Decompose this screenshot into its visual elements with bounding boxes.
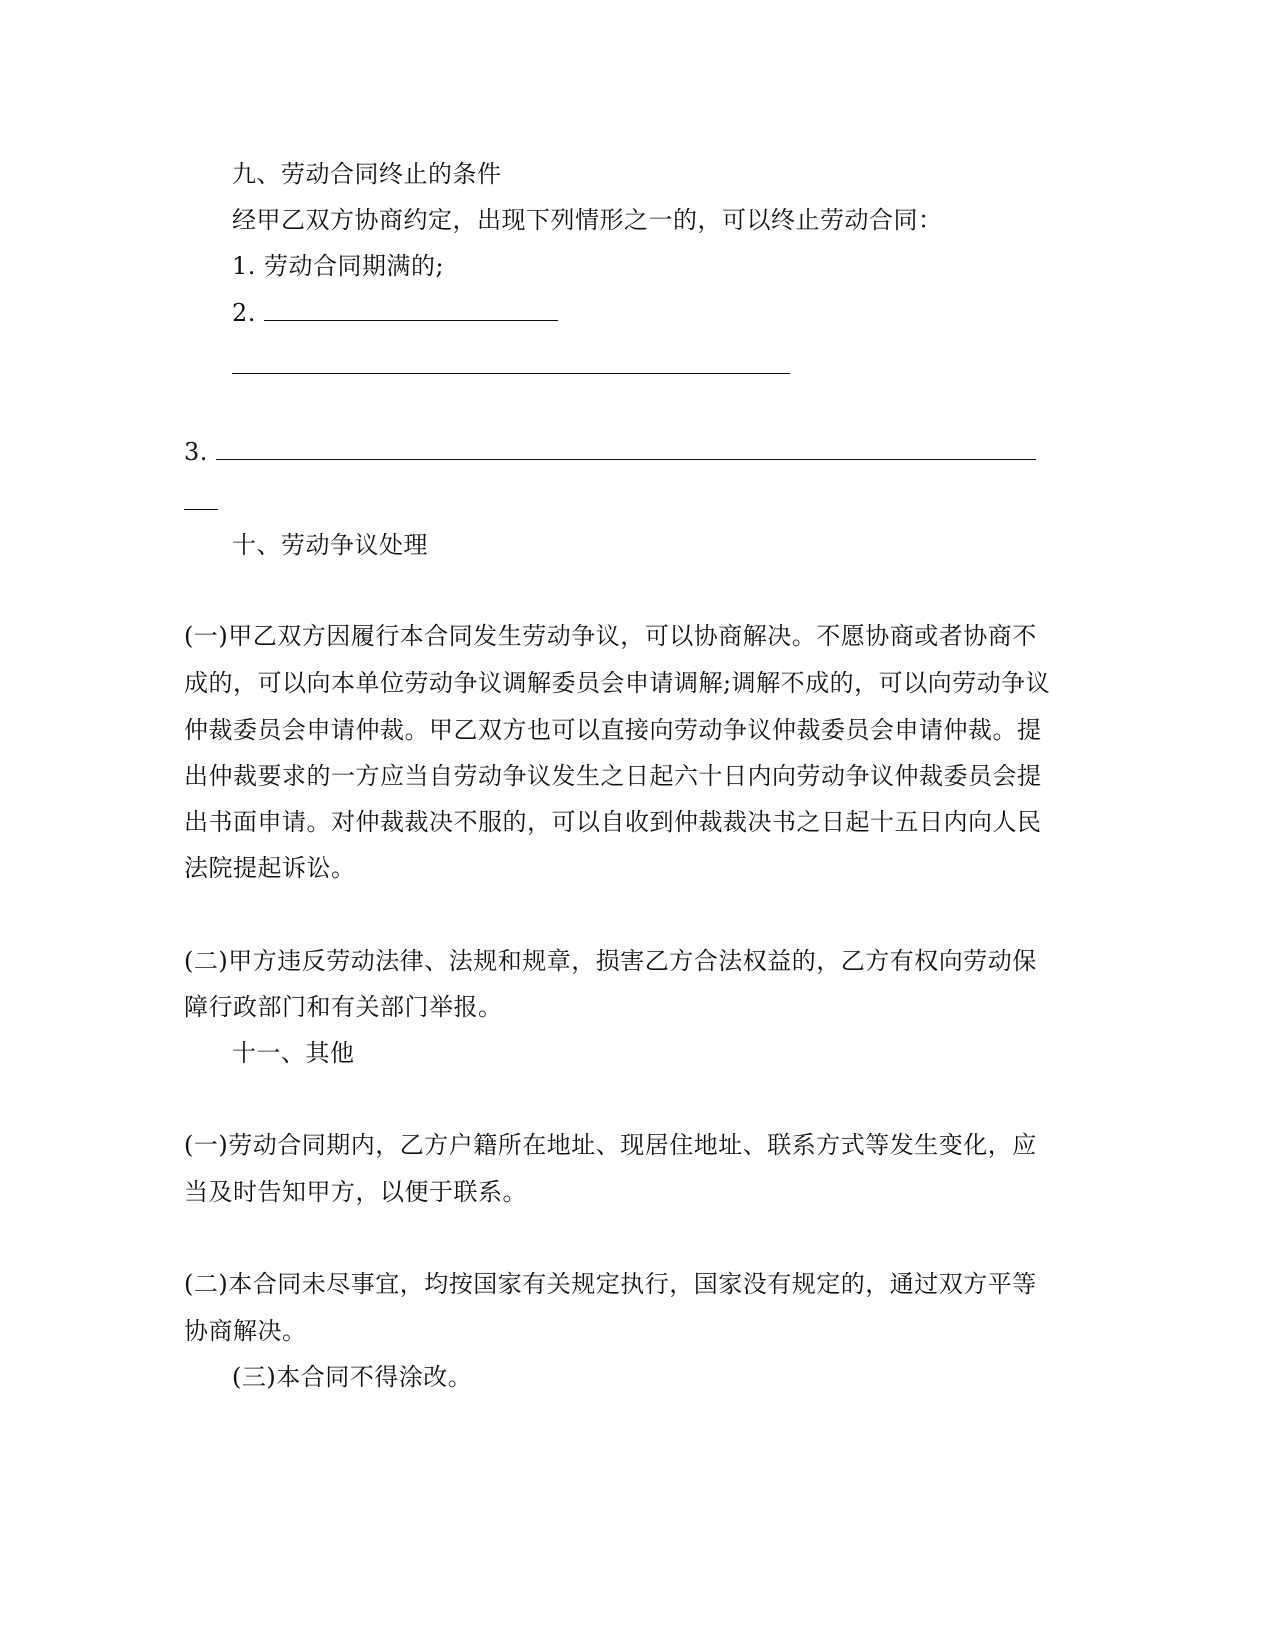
section-11-heading: 十一、其他 xyxy=(232,1039,355,1067)
section-11-para-2-line-2: 协商解决。 xyxy=(184,1317,307,1345)
section-11-para-3: (三)本合同不得涂改。 xyxy=(232,1363,473,1391)
item-3-blank-line xyxy=(216,437,1036,460)
section-11-para-1-line-1: (一)劳动合同期内，乙方户籍所在地址、现居住地址、联系方式等发生变化，应 xyxy=(184,1131,1037,1159)
item-2-blank-line xyxy=(264,298,558,321)
item-2-blank-line-continued xyxy=(232,351,790,374)
section-11-para-2-line-1: (二)本合同未尽事宜，均按国家有关规定执行，国家没有规定的，通过双方平等 xyxy=(184,1270,1037,1298)
section-10-para-1-line-6: 法院提起诉讼。 xyxy=(184,854,356,882)
section-9-intro: 经甲乙双方协商约定，出现下列情形之一的，可以终止劳动合同： xyxy=(232,206,943,234)
section-10-para-1-line-5: 出书面申请。对仲裁裁决不服的，可以自收到仲裁裁决书之日起十五日内向人民 xyxy=(184,808,1042,836)
section-9-item-2-continuation xyxy=(232,350,790,382)
section-9-item-3-continuation xyxy=(184,486,218,518)
section-11-para-1-line-2: 当及时告知甲方，以便于联系。 xyxy=(184,1178,527,1206)
item-3-blank-line-continued xyxy=(184,487,218,510)
section-10-heading: 十、劳动争议处理 xyxy=(232,531,428,559)
section-10-para-1-line-4: 出仲裁要求的一方应当自劳动争议发生之日起六十日内向劳动争议仲裁委员会提 xyxy=(184,762,1042,790)
section-9-heading: 九、劳动合同终止的条件 xyxy=(232,160,502,188)
section-10-para-2-line-2: 障行政部门和有关部门举报。 xyxy=(184,993,503,1021)
section-9-item-3 xyxy=(184,436,1036,468)
section-9-item-2 xyxy=(232,297,558,329)
section-10-para-1-line-2: 成的，可以向本单位劳动争议调解委员会申请调解;调解不成的，可以向劳动争议 xyxy=(184,669,1051,697)
section-10-para-1-line-1: (一)甲乙双方因履行本合同发生劳动争议，可以协商解决。不愿协商或者协商不 xyxy=(184,622,1037,650)
section-10-para-2-line-1: (二)甲方违反劳动法律、法规和规章，损害乙方合法权益的，乙方有权向劳动保 xyxy=(184,947,1037,975)
item-3-number: 3. xyxy=(184,438,208,466)
section-10-para-1-line-3: 仲裁委员会申请仲裁。甲乙双方也可以直接向劳动争议仲裁委员会申请仲裁。提 xyxy=(184,716,1042,744)
section-9-item-1: 1. 劳动合同期满的; xyxy=(232,252,445,280)
item-2-number: 2. xyxy=(232,299,256,327)
